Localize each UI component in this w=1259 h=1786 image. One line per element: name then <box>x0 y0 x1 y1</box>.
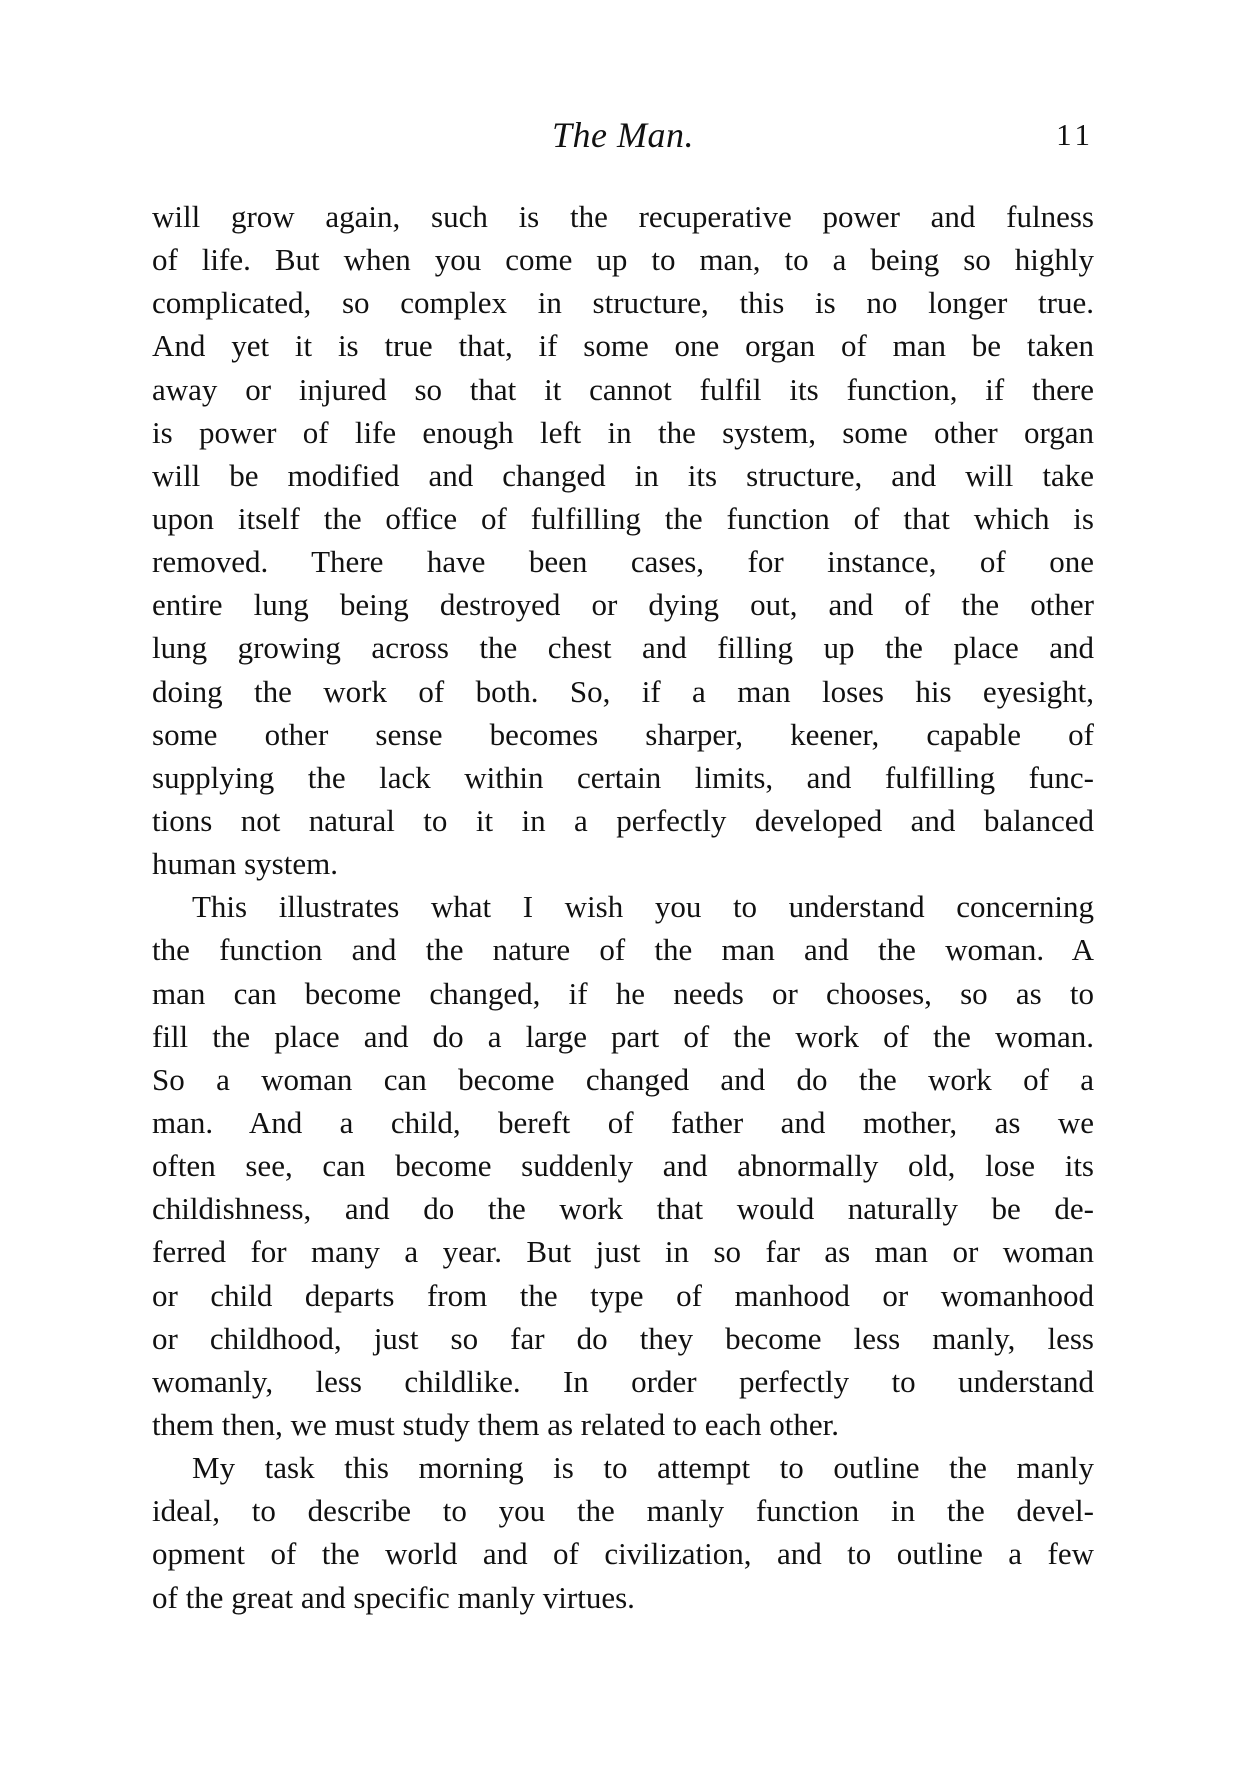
paragraph-3 <box>152 1446 1094 1619</box>
paragraph-2 <box>152 885 1094 1446</box>
text-line: And yet it is true that, if some one organ of man be taken <box>152 328 1094 364</box>
text-line: childishness, and do the work that would naturally be de- <box>152 1191 1094 1227</box>
page-number: 11 <box>1056 117 1094 152</box>
running-title: The Man. <box>552 115 694 155</box>
text-line: ideal, to describe to you the manly function in the devel- <box>152 1493 1094 1529</box>
text-line: supplying the lack within certain limits, and fulfilling func- <box>152 759 1094 795</box>
text-line: man. And a child, bereft of father and mother, as we <box>152 1104 1094 1140</box>
running-head <box>152 112 1094 162</box>
text-line: tions not natural to it in a perfectly developed and balanced <box>152 802 1094 838</box>
text-line: human system. <box>152 846 338 882</box>
text-line: man can become changed, if he needs or chooses, so as to <box>152 975 1094 1011</box>
text-line: the function and the nature of the man and the woman. A <box>152 932 1094 968</box>
text-line: some other sense becomes sharper, keener, capable of <box>152 716 1094 752</box>
text-line: will grow again, such is the recuperative power and fulness <box>152 199 1094 234</box>
text-line: womanly, less childlike. In order perfectly to understand <box>152 1363 1094 1399</box>
text-line: My task this morning is to attempt to outline the manly <box>192 1450 1094 1486</box>
text-line: This illustrates what I wish you to understand concerning <box>192 889 1094 925</box>
text-line: So a woman can become changed and do the work of a <box>152 1061 1094 1097</box>
text-line: often see, can become suddenly and abnormally old, lose its <box>152 1148 1094 1184</box>
text-line: doing the work of both. So, if a man loses his eyesight, <box>152 673 1094 709</box>
text-line: entire lung being destroyed or dying out, and of the other <box>152 587 1094 623</box>
text-line: away or injured so that it cannot fulfil its function, if there <box>152 371 1094 407</box>
text-line: is power of life enough left in the system, some other organ <box>152 414 1094 450</box>
text-line: upon itself the office of fulfilling the function of that which is <box>152 500 1094 536</box>
text-line: will be modified and changed in its structure, and will take <box>152 457 1094 493</box>
text-line: fill the place and do a large part of the work of the woman. <box>152 1018 1094 1054</box>
text-line: or child departs from the type of manhood or womanhood <box>152 1277 1094 1313</box>
body-text <box>152 195 1094 1619</box>
text-line: of life. But when you come up to man, to a being so highly <box>152 242 1094 278</box>
text-line: or childhood, just so far do they become less manly, less <box>152 1320 1094 1356</box>
text-line: ferred for many a year. But just in so far as man or woman <box>152 1234 1094 1270</box>
text-line: complicated, so complex in structure, this is no longer true. <box>152 285 1094 321</box>
text-line: opment of the world and of civilization, and to outline a few <box>152 1536 1094 1572</box>
text-line: of the great and specific manly virtues. <box>152 1579 635 1615</box>
paragraph-1 <box>152 195 1094 885</box>
text-line: lung growing across the chest and filling up the place and <box>152 630 1094 666</box>
text-line: removed. There have been cases, for instance, of one <box>152 544 1094 580</box>
text-line: them then, we must study them as related to each other. <box>152 1406 839 1442</box>
